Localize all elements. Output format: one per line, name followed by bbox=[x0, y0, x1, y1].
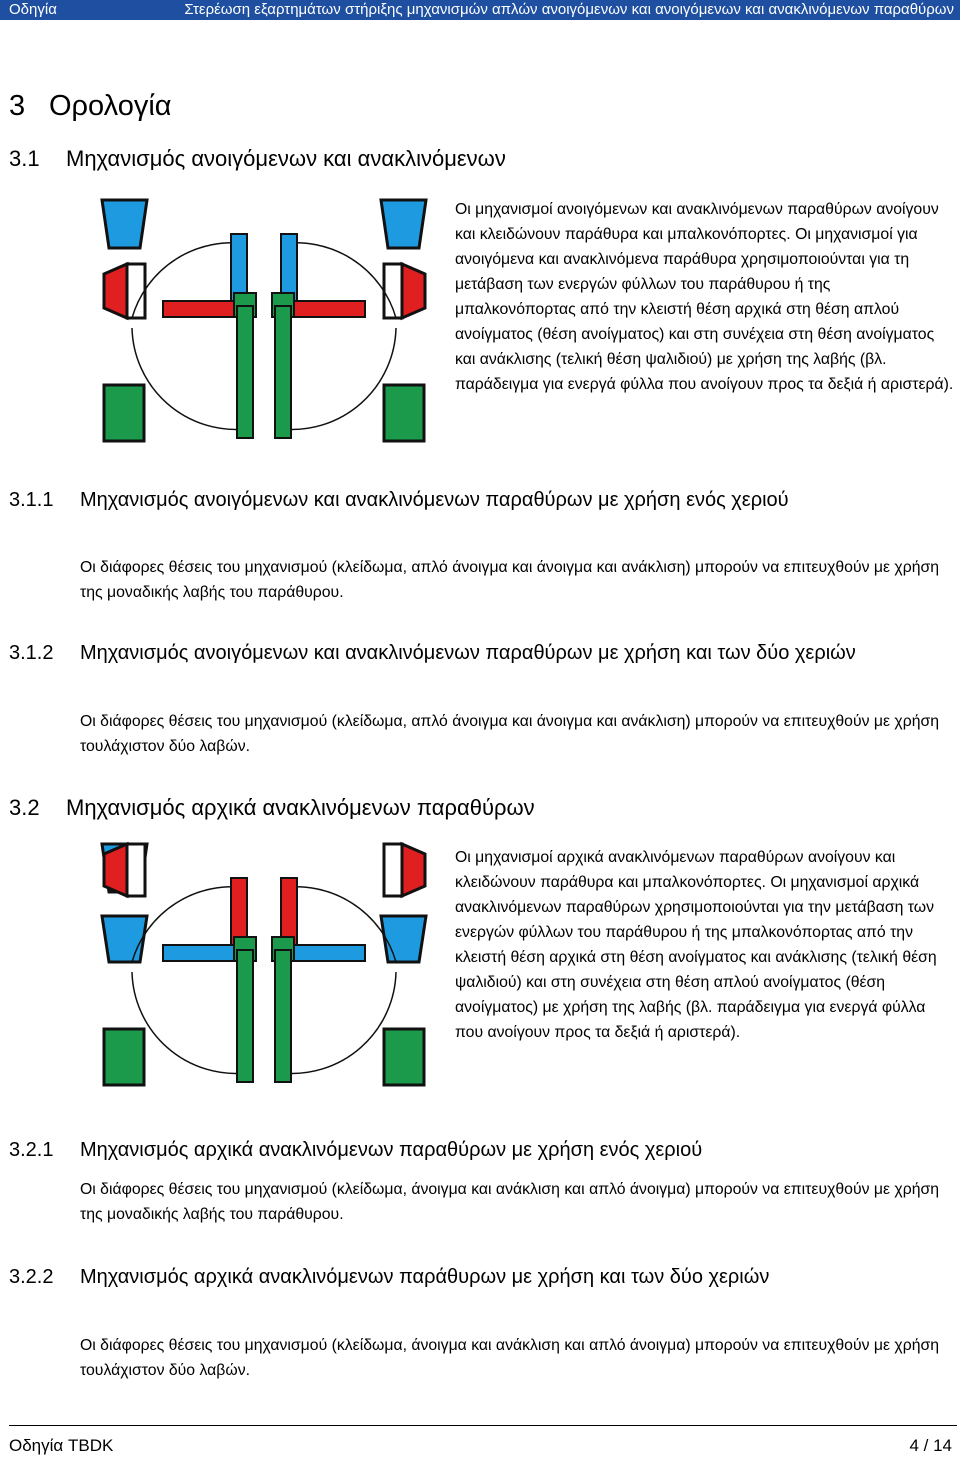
section-title: Μηχανισμός ανοιγόμενων και ανακλινόμενων παραθύρων με χρήση ενός χεριού bbox=[80, 489, 789, 511]
open-window-icon bbox=[402, 844, 425, 896]
section-3-1-1-body: Οι διάφορες θέσεις του μηχανισμού (κλείδωμα, απλό άνοιγμα και άνοιγμα και ανάκλιση) μπορούν να επιτευχθούν με χρήση της μοναδικής λαβής του παράθυρου. bbox=[80, 559, 940, 601]
turn-tilt-handle-diagram bbox=[96, 192, 432, 460]
section-3-1-2-body: Οι διάφορες θέσεις του μηχανισμού (κλείδωμα, απλό άνοιγμα και άνοιγμα και ανάκλιση) μπορούν να επιτευχθούν με χρήση τουλάχιστον δύο λαβών. bbox=[80, 713, 940, 755]
section-title: Μηχανισμός ανοιγόμενων και ανακλινόμενων bbox=[66, 146, 506, 171]
handle-closed-position bbox=[237, 306, 253, 438]
section-3-1-body: Οι μηχανισμοί ανοιγόμενων και ανακλινόμενων παραθύρων ανοίγουν και κλειδώνουν παράθυρα και μπαλκονόπορτες. Οι μηχανισμοί για ανοιγόμενα και ανακλινόμενα παράθυρα χρησιμοποιούνται για τη μετάβαση των ενεργών φύλλων του παράθυρου ή της μπαλκονόπορτας από την κλειστή θέση αρχικά στη θέση απλού ανοίγματος (θέση ανοίγματος) και στη συνέχεια στη θέση ανοίγματος και ανάκλισης (τελική θέση ψαλιδιού) με χρήση της λαβής (βλ. παράδειγμα για ενεργά φύλλα που ανοίγουν προς τα δεξιά ή αριστερά). bbox=[455, 201, 954, 393]
section-number: 3 bbox=[9, 90, 26, 122]
open-window-icon bbox=[384, 844, 402, 896]
section-3-2-body: Οι μηχανισμοί αρχικά ανακλινόμενων παραθύρων ανοίγουν και κλειδώνουν παράθυρα και μπαλκονόπορτες. Οι μηχανισμοί αρχικά ανακλινόμενων παραθύρων χρησιμοποιούνται για την μετάβαση των ενεργών φύλλων του παράθυρου ή της μπαλκονόπορτας από την κλειστή θέση αρχικά στη θέση ανοίγματος και ανάκλισης (τελική θέση ψαλιδιού) και στη συνέχεια στη θέση απλού ανοίγματος (θέση ανοίγματος) με χρήση της λαβής (βλ. παράδειγμα για ενεργά φύλλα που ανοίγουν προς τα δεξιά ή αριστερά). bbox=[455, 849, 937, 1041]
handle-closed-position bbox=[237, 950, 253, 1082]
section-3-2-heading bbox=[9, 794, 535, 822]
section-title: Μηχανισμός ανοιγόμενων και ανακλινόμενων παραθύρων με χρήση και των δύο χεριών bbox=[80, 642, 856, 664]
section-3-1-2-heading bbox=[9, 638, 939, 668]
section-title: Ορολογία bbox=[49, 90, 172, 122]
right-handle-positions bbox=[272, 844, 426, 1085]
left-handle-positions bbox=[102, 844, 256, 1085]
tilt-window-icon bbox=[381, 916, 426, 962]
open-window-icon bbox=[127, 844, 145, 896]
closed-window-icon bbox=[384, 1029, 424, 1085]
header-document-title: Στερέωση εξαρτημάτων στήριξης μηχανισμών απλών ανοιγόμενων και ανοιγόμενων και ανακλινόμενων παραθύρων bbox=[184, 1, 954, 18]
section-number: 3.1.2 bbox=[9, 642, 54, 664]
rotation-arc bbox=[132, 328, 246, 429]
footer-document-name: Οδηγία TBDK bbox=[9, 1436, 114, 1455]
section-number: 3.1 bbox=[9, 146, 40, 171]
handle-closed-position bbox=[275, 306, 291, 438]
open-window-icon bbox=[104, 844, 127, 896]
tilt-window-icon bbox=[102, 200, 147, 248]
open-window-icon bbox=[402, 264, 425, 318]
section-3-1-1-heading bbox=[9, 485, 939, 515]
rotation-arc bbox=[282, 972, 396, 1073]
right-handle-positions bbox=[272, 200, 426, 441]
section-number: 3.2.1 bbox=[9, 1139, 54, 1161]
closed-window-icon bbox=[104, 1029, 144, 1085]
section-title: Μηχανισμός αρχικά ανακλινόμενων παραθύρων bbox=[66, 795, 535, 820]
footer-page-number: 4 / 14 bbox=[909, 1436, 952, 1455]
open-window-icon bbox=[127, 264, 145, 318]
tilt-window-icon bbox=[102, 916, 147, 962]
handle-open-position bbox=[163, 301, 241, 317]
tilt-turn-handle-diagram bbox=[96, 836, 432, 1104]
footer-divider bbox=[9, 1425, 957, 1426]
section-3-2-2-heading bbox=[9, 1262, 939, 1292]
closed-window-icon bbox=[384, 385, 424, 441]
section-3-2-1-body: Οι διάφορες θέσεις του μηχανισμού (κλείδωμα, άνοιγμα και ανάκλιση και απλό άνοιγμα) μπορούν να επιτευχθούν με χρήση της μοναδικής λαβής του παράθυρου. bbox=[80, 1181, 940, 1223]
section-3-2-1-heading bbox=[9, 1135, 939, 1165]
open-window-icon bbox=[104, 264, 127, 318]
header-left-label: Οδηγία bbox=[9, 1, 57, 18]
handle-tilt-position bbox=[287, 945, 365, 961]
rotation-arc bbox=[132, 972, 246, 1073]
rotation-arc bbox=[282, 328, 396, 429]
tilt-window-icon bbox=[381, 200, 426, 248]
section-title: Μηχανισμός αρχικά ανακλινόμενων παραθύρων με χρήση ενός χεριού bbox=[80, 1139, 703, 1161]
section-title: Μηχανισμός αρχικά ανακλινόμενων παράθυρων με χρήση και των δύο χεριών bbox=[80, 1266, 770, 1288]
section-3-2-2-body: Οι διάφορες θέσεις του μηχανισμού (κλείδωμα, άνοιγμα και ανάκλιση και απλό άνοιγμα) μπορούν να επιτευχθούν με χρήση τουλάχιστον δύο λαβών. bbox=[80, 1337, 940, 1379]
section-number: 3.1.1 bbox=[9, 489, 54, 511]
handle-tilt-position bbox=[163, 945, 241, 961]
section-3-heading bbox=[9, 88, 172, 124]
section-3-1-heading bbox=[9, 145, 506, 173]
closed-window-icon bbox=[104, 385, 144, 441]
left-handle-positions bbox=[102, 200, 256, 441]
handle-open-position bbox=[287, 301, 365, 317]
handle-closed-position bbox=[275, 950, 291, 1082]
section-number: 3.2 bbox=[9, 795, 40, 820]
section-number: 3.2.2 bbox=[9, 1266, 54, 1288]
header-bar bbox=[0, 0, 960, 20]
